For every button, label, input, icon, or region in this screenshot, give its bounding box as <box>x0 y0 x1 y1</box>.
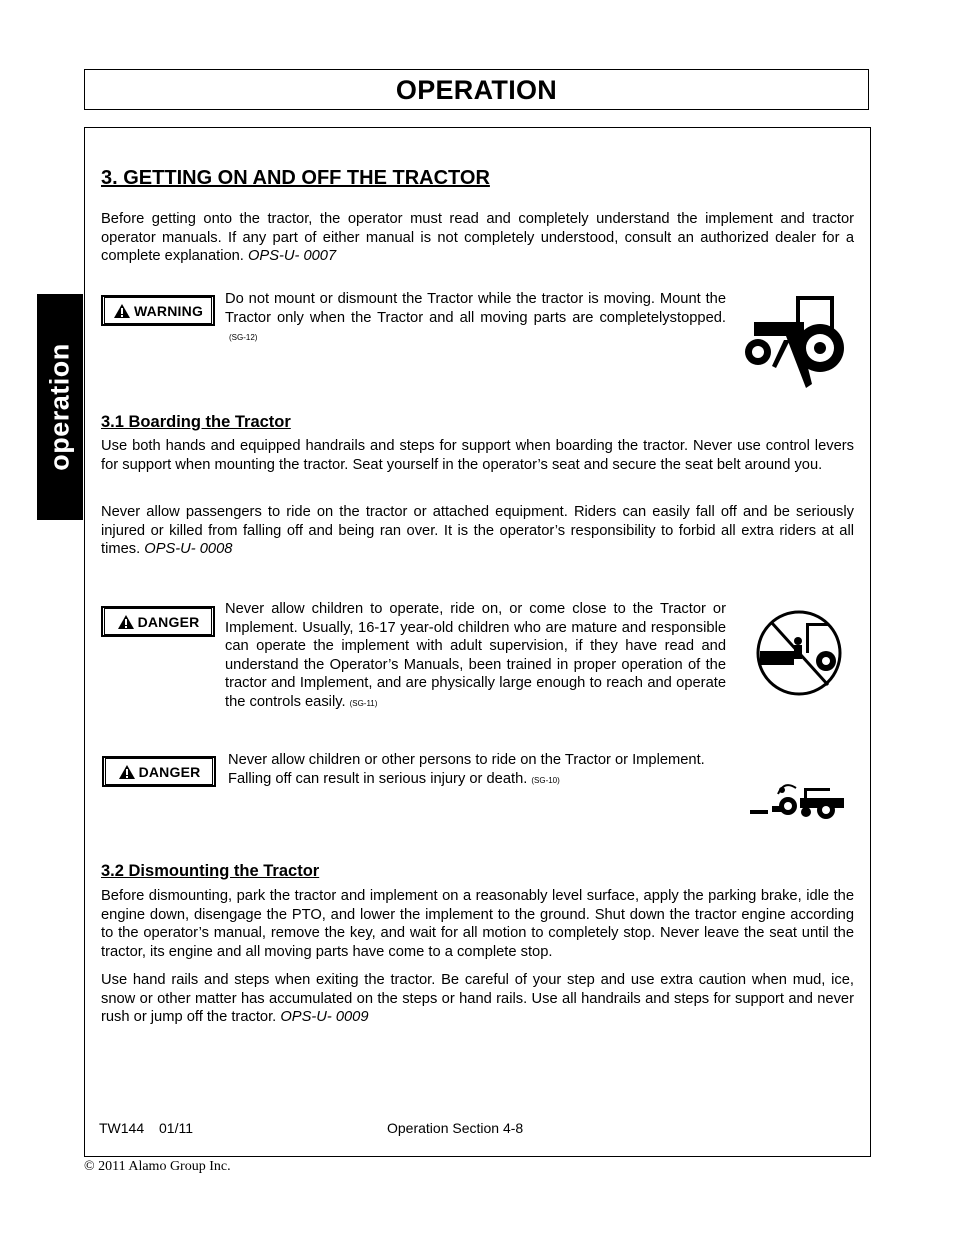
danger-badge-1 <box>101 606 215 637</box>
dismounting-code: OPS-U- 0009 <box>280 1009 369 1026</box>
warning-code: (SG-12) <box>229 333 258 343</box>
boarding-code: OPS-U- 0008 <box>144 541 233 558</box>
danger-badge-1-label: DANGER <box>137 613 200 630</box>
danger-1-text <box>225 600 726 714</box>
footer-copyright: © 2011 Alamo Group Inc. <box>84 1159 231 1174</box>
danger-2-text-body: Never allow children or other persons to ride on the Tractor or Implement. Falling off can result in serious injury or death. <box>228 752 705 787</box>
boarding-paragraph-2 <box>101 503 854 559</box>
page-header <box>84 69 869 110</box>
alert-triangle-icon <box>117 614 135 630</box>
boarding-paragraph-2-text: Never allow passengers to ride on the tractor or attached equipment. Riders can easily fall off and be seriously injured or killed from falling off and being ran over. It is the operator’s responsibility to forbid all extra riders at all times. <box>101 504 854 558</box>
intro-paragraph <box>101 210 854 266</box>
side-tab-label: operation <box>44 343 75 471</box>
dismounting-paragraph-1: Before dismounting, park the tractor and implement on a reasonably level surface, apply the parking brake, idle the engine down, disengage the PTO, and lower the implement to the ground. Shut down the tractor engine according to the operator’s manual, remove the key, and wait for all motion to completely stop. Never leave the seat until the tractor, its engine and all moving parts have come to a complete stop. <box>101 888 854 960</box>
footer-model: TW144 <box>99 1120 145 1136</box>
page-title: OPERATION <box>395 75 558 105</box>
danger-1-text-body: Never allow children to operate, ride on, or come close to the Tractor or Implement. Usually, 16-17 year-old children who are mature and responsible can operate the implement with adult supervision, if they have read and understand the Operator’s Manuals, been trained in proper operation of the tractor and Implement, and are physically large enough to reach and operate the controls easily. <box>225 601 726 710</box>
dismounting-title: 3.2 Dismounting the Tractor <box>101 862 320 880</box>
alert-triangle-icon <box>113 303 131 319</box>
intro-code: OPS-U- 0007 <box>247 248 337 265</box>
danger-badge-2-label: DANGER <box>138 763 201 780</box>
boarding-title: 3.1 Boarding the Tractor <box>101 413 291 431</box>
danger-badge-2 <box>102 756 216 787</box>
footer-section: Operation Section 4-8 <box>387 1120 524 1136</box>
warning-text-body: Do not mount or dismount the Tractor while the tractor is moving. Mount the Tractor only when the Tractor and all moving parts are completelystopped. <box>225 291 726 326</box>
dismounting-paragraph-2-text: Use hand rails and steps when exiting the tractor. Be careful of your step and use extra caution when mud, ice, snow or other matter has accumulated on the steps or hand rails. Use all handrails and steps for support and never rush or jump off the tractor. <box>101 972 854 1026</box>
warning-badge-label: WARNING <box>133 302 204 319</box>
danger-2-text <box>228 751 733 790</box>
section-title: 3. GETTING ON AND OFF THE TRACTOR <box>101 167 490 189</box>
danger-1-code: (SG-11) <box>349 698 378 708</box>
rider-fall-icon <box>748 776 846 820</box>
footer-date: 01/11 <box>159 1120 193 1136</box>
intro-text: Before getting onto the tractor, the operator must read and completely understand the implement and tractor operator manuals. If any part of either manual is not completely understood, consult an authorized dealer for a complete explanation. <box>101 211 854 265</box>
tractor-mount-warning-icon <box>740 292 846 390</box>
no-children-icon <box>754 609 844 697</box>
alert-triangle-icon <box>118 764 136 780</box>
dismounting-paragraph-2 <box>101 971 854 1027</box>
danger-2-code: (SG-10) <box>531 775 560 785</box>
side-tab <box>37 294 83 520</box>
warning-text <box>225 290 726 348</box>
boarding-paragraph-1: Use both hands and equipped handrails and steps for support when boarding the tractor. Never use control levers for support when mounting the tractor. Seat yourself in the operator’s seat and secure the seat belt around you. <box>101 438 854 473</box>
warning-badge <box>101 295 215 326</box>
